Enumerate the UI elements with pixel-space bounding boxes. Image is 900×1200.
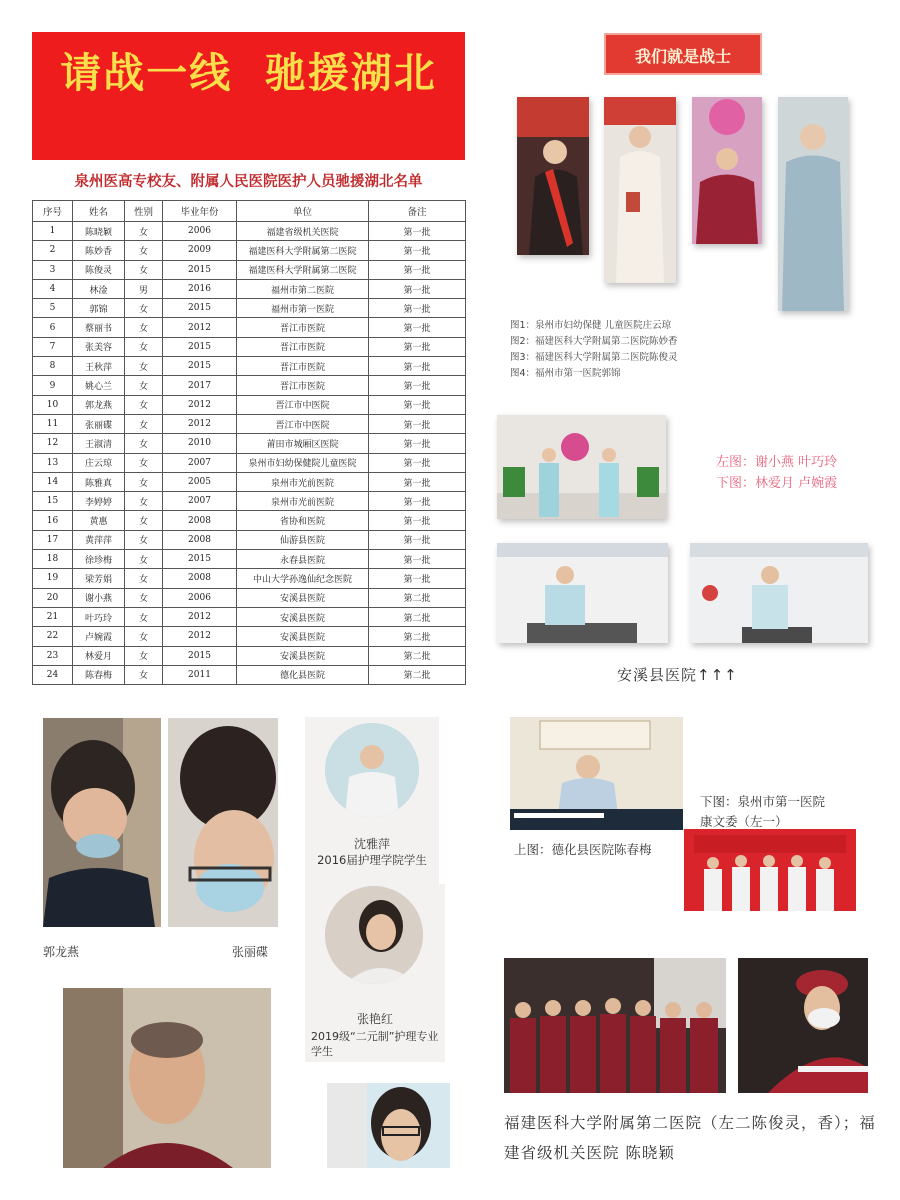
photo-chen-xiaoying bbox=[738, 958, 868, 1093]
cell-gender: 女 bbox=[125, 588, 163, 607]
cell-remark: 第一批 bbox=[369, 511, 466, 530]
person-photo-icon bbox=[327, 1083, 450, 1168]
card-zhang-yanhong bbox=[305, 884, 445, 1062]
cell-unit: 福州市第一医院 bbox=[237, 299, 369, 318]
cell-name: 陈晓颖 bbox=[73, 222, 125, 241]
photo-anxi-top bbox=[497, 415, 666, 519]
table-row bbox=[33, 279, 466, 298]
cell-remark: 第一批 bbox=[369, 260, 466, 279]
cell-name: 庄云琼 bbox=[73, 453, 125, 472]
desc-zhang-yanhong: 2019级“二元制”护理专业学生 bbox=[311, 1030, 439, 1058]
name-zhang-lidie: 张丽碟 bbox=[232, 945, 269, 959]
header-gender: 性别 bbox=[125, 201, 163, 222]
warrior-badge bbox=[604, 33, 762, 75]
cell-index: 3 bbox=[33, 260, 73, 279]
cell-year: 2012 bbox=[163, 318, 237, 337]
anxi-caption-line1: 左图：谢小燕 叶巧玲 bbox=[716, 455, 838, 470]
cell-year: 2012 bbox=[163, 414, 237, 433]
header-unit: 单位 bbox=[237, 201, 369, 222]
header-name: 姓名 bbox=[73, 201, 125, 222]
cell-year: 2015 bbox=[163, 337, 237, 356]
avatar-zhang-yanhong bbox=[325, 886, 423, 984]
cell-name: 郭龙燕 bbox=[73, 395, 125, 414]
cell-unit: 德化县医院 bbox=[237, 665, 369, 684]
table-body bbox=[33, 222, 466, 685]
photo-anxi-left bbox=[497, 543, 668, 643]
cell-name: 张美容 bbox=[73, 337, 125, 356]
table-row bbox=[33, 318, 466, 337]
person-photo-icon bbox=[43, 718, 161, 927]
photo-fig4 bbox=[778, 97, 848, 311]
cell-year: 2012 bbox=[163, 395, 237, 414]
cell-index: 15 bbox=[33, 492, 73, 511]
cell-unit: 省协和医院 bbox=[237, 511, 369, 530]
cell-gender: 女 bbox=[125, 550, 163, 569]
cell-unit: 安溪县医院 bbox=[237, 607, 369, 626]
table-row bbox=[33, 414, 466, 433]
cell-unit: 福州市第二医院 bbox=[237, 279, 369, 298]
name-shen-yaping: 沈雅萍 bbox=[353, 837, 390, 851]
cell-gender: 女 bbox=[125, 492, 163, 511]
cell-remark: 第二批 bbox=[369, 665, 466, 684]
cell-name: 林淦 bbox=[73, 279, 125, 298]
cell-unit: 晋江市中医院 bbox=[237, 414, 369, 433]
cell-year: 2016 bbox=[163, 279, 237, 298]
person-photo-icon bbox=[778, 97, 848, 311]
cell-gender: 女 bbox=[125, 376, 163, 395]
cell-gender: 女 bbox=[125, 299, 163, 318]
cell-remark: 第二批 bbox=[369, 588, 466, 607]
cell-remark: 第一批 bbox=[369, 376, 466, 395]
cell-remark: 第一批 bbox=[369, 550, 466, 569]
table-row bbox=[33, 646, 466, 665]
bottom-caption: 福建医科大学附属第二医院（左二陈俊灵，香）；福建省级机关医院 陈晓颖 bbox=[504, 1114, 876, 1162]
list-title: 泉州医高专校友、附属人民医院医护人员驰援湖北名单 bbox=[74, 173, 423, 190]
cell-year: 2015 bbox=[163, 357, 237, 376]
card-shen-yaping bbox=[305, 717, 439, 895]
table-row bbox=[33, 530, 466, 549]
person-photo-icon bbox=[604, 97, 676, 283]
cell-remark: 第一批 bbox=[369, 395, 466, 414]
cell-remark: 第二批 bbox=[369, 646, 466, 665]
cell-index: 9 bbox=[33, 376, 73, 395]
header-index: 序号 bbox=[33, 201, 73, 222]
cell-year: 2007 bbox=[163, 492, 237, 511]
interview-photo-icon bbox=[510, 717, 683, 830]
cell-unit: 福建省级机关医院 bbox=[237, 222, 369, 241]
cell-index: 22 bbox=[33, 627, 73, 646]
cell-remark: 第一批 bbox=[369, 222, 466, 241]
table-row bbox=[33, 607, 466, 626]
photo-guo-longyan bbox=[43, 718, 161, 927]
cell-unit: 晋江市医院 bbox=[237, 357, 369, 376]
quanzhou-caption: 下图：泉州市第一医院康文委（左一） bbox=[700, 794, 826, 829]
cell-year: 2012 bbox=[163, 627, 237, 646]
cell-unit: 安溪县医院 bbox=[237, 627, 369, 646]
cell-unit: 晋江市医院 bbox=[237, 376, 369, 395]
table-row bbox=[33, 472, 466, 491]
table-header-row bbox=[33, 201, 466, 222]
photo-group-departure bbox=[504, 958, 726, 1093]
cell-remark: 第二批 bbox=[369, 627, 466, 646]
cell-index: 5 bbox=[33, 299, 73, 318]
cell-name: 郭锦 bbox=[73, 299, 125, 318]
name-zhang-yanhong: 张艳红 bbox=[356, 1012, 393, 1026]
cell-gender: 女 bbox=[125, 222, 163, 241]
cell-unit: 中山大学孙逸仙纪念医院 bbox=[237, 569, 369, 588]
photo-fig3 bbox=[692, 97, 762, 244]
cell-gender: 女 bbox=[125, 260, 163, 279]
cell-gender: 女 bbox=[125, 357, 163, 376]
cell-name: 王秋萍 bbox=[73, 357, 125, 376]
cell-year: 2005 bbox=[163, 472, 237, 491]
cell-name: 谢小燕 bbox=[73, 588, 125, 607]
cell-index: 13 bbox=[33, 453, 73, 472]
cell-index: 7 bbox=[33, 337, 73, 356]
cell-remark: 第一批 bbox=[369, 414, 466, 433]
cell-unit: 泉州市妇幼保健院儿童医院 bbox=[237, 453, 369, 472]
cell-remark: 第二批 bbox=[369, 607, 466, 626]
cell-unit: 仙游县医院 bbox=[237, 530, 369, 549]
header-remark: 备注 bbox=[369, 201, 466, 222]
table-row bbox=[33, 569, 466, 588]
cell-index: 16 bbox=[33, 511, 73, 530]
cell-gender: 女 bbox=[125, 569, 163, 588]
cell-year: 2008 bbox=[163, 530, 237, 549]
cell-name: 陈妙香 bbox=[73, 241, 125, 260]
cell-gender: 女 bbox=[125, 434, 163, 453]
cell-remark: 第一批 bbox=[369, 434, 466, 453]
cell-name: 王淑清 bbox=[73, 434, 125, 453]
banner-title: 请战一线 驰援湖北 bbox=[60, 49, 437, 97]
cell-index: 17 bbox=[33, 530, 73, 549]
cell-year: 2015 bbox=[163, 550, 237, 569]
group-photo-icon bbox=[504, 958, 726, 1093]
dehua-caption: 上图：德化县医院陈春梅 bbox=[514, 842, 652, 857]
cell-name: 陈俊灵 bbox=[73, 260, 125, 279]
cell-name: 陈春梅 bbox=[73, 665, 125, 684]
cell-remark: 第一批 bbox=[369, 299, 466, 318]
table-row bbox=[33, 511, 466, 530]
cell-name: 李婷婷 bbox=[73, 492, 125, 511]
cell-year: 2011 bbox=[163, 665, 237, 684]
photo-fig2 bbox=[604, 97, 676, 283]
roster-table bbox=[32, 200, 466, 685]
anxi-caption-line2: 下图：林爱月 卢婉霞 bbox=[716, 476, 838, 491]
cell-unit: 福建医科大学附属第二医院 bbox=[237, 241, 369, 260]
person-photo-icon bbox=[325, 886, 423, 984]
cell-remark: 第一批 bbox=[369, 241, 466, 260]
table-row bbox=[33, 337, 466, 356]
avatar-shen-yaping bbox=[325, 723, 419, 817]
cell-gender: 女 bbox=[125, 318, 163, 337]
cell-unit: 泉州市光前医院 bbox=[237, 492, 369, 511]
cell-name: 黄萍萍 bbox=[73, 530, 125, 549]
cell-index: 8 bbox=[33, 357, 73, 376]
desc-shen-yaping: 2016届护理学院学生 bbox=[317, 853, 427, 867]
cell-name: 张丽碟 bbox=[73, 414, 125, 433]
figure-captions bbox=[510, 318, 840, 382]
cell-remark: 第一批 bbox=[369, 318, 466, 337]
cell-remark: 第一批 bbox=[369, 337, 466, 356]
person-photo-icon bbox=[738, 958, 868, 1093]
hospital-photo-icon bbox=[497, 415, 666, 519]
cell-index: 12 bbox=[33, 434, 73, 453]
cell-name: 林爱月 bbox=[73, 646, 125, 665]
cell-gender: 女 bbox=[125, 665, 163, 684]
cell-index: 1 bbox=[33, 222, 73, 241]
anxi-caption bbox=[716, 452, 886, 494]
cell-unit: 晋江市医院 bbox=[237, 337, 369, 356]
cell-year: 2015 bbox=[163, 299, 237, 318]
cell-name: 陈雅真 bbox=[73, 472, 125, 491]
cell-year: 2008 bbox=[163, 569, 237, 588]
cell-year: 2008 bbox=[163, 511, 237, 530]
person-photo-icon bbox=[63, 988, 271, 1168]
cell-remark: 第一批 bbox=[369, 279, 466, 298]
table-row bbox=[33, 299, 466, 318]
table-row bbox=[33, 395, 466, 414]
table-row bbox=[33, 241, 466, 260]
photo-shaved-head bbox=[63, 988, 271, 1168]
cell-remark: 第一批 bbox=[369, 530, 466, 549]
ceremony-photo-icon bbox=[684, 829, 856, 911]
cell-name: 梁芳娟 bbox=[73, 569, 125, 588]
cell-unit: 福建医科大学附属第二医院 bbox=[237, 260, 369, 279]
cell-year: 2015 bbox=[163, 260, 237, 279]
cell-unit: 安溪县医院 bbox=[237, 588, 369, 607]
caption-fig3: 图3：福建医科大学附属第二医院陈俊灵 bbox=[510, 352, 678, 363]
cell-index: 21 bbox=[33, 607, 73, 626]
photo-anxi-right bbox=[690, 543, 868, 643]
hospital-photo-icon bbox=[690, 543, 868, 643]
cell-index: 4 bbox=[33, 279, 73, 298]
cell-name: 徐珍梅 bbox=[73, 550, 125, 569]
cell-index: 20 bbox=[33, 588, 73, 607]
cell-unit: 莆田市城厢区医院 bbox=[237, 434, 369, 453]
table-row bbox=[33, 357, 466, 376]
header-year: 毕业年份 bbox=[163, 201, 237, 222]
cell-unit: 安溪县医院 bbox=[237, 646, 369, 665]
cell-gender: 女 bbox=[125, 646, 163, 665]
name-guo-longyan: 郭龙燕 bbox=[43, 945, 80, 959]
hospital-photo-icon bbox=[497, 543, 668, 643]
cell-remark: 第一批 bbox=[369, 453, 466, 472]
cell-year: 2017 bbox=[163, 376, 237, 395]
cell-unit: 泉州市光前医院 bbox=[237, 472, 369, 491]
cell-remark: 第一批 bbox=[369, 472, 466, 491]
cell-gender: 女 bbox=[125, 511, 163, 530]
table-row bbox=[33, 453, 466, 472]
cell-name: 黄惠 bbox=[73, 511, 125, 530]
cell-unit: 永春县医院 bbox=[237, 550, 369, 569]
cell-name: 姚心兰 bbox=[73, 376, 125, 395]
warrior-badge-text: 我们就是战士 bbox=[634, 47, 731, 66]
cell-index: 23 bbox=[33, 646, 73, 665]
cell-year: 2006 bbox=[163, 222, 237, 241]
cell-gender: 女 bbox=[125, 627, 163, 646]
person-photo-icon bbox=[692, 97, 762, 244]
cell-index: 10 bbox=[33, 395, 73, 414]
photo-dehua bbox=[510, 717, 683, 830]
cell-index: 19 bbox=[33, 569, 73, 588]
cell-remark: 第一批 bbox=[369, 492, 466, 511]
cell-unit: 晋江市中医院 bbox=[237, 395, 369, 414]
cell-year: 2009 bbox=[163, 241, 237, 260]
person-photo-icon bbox=[325, 723, 419, 817]
cell-index: 2 bbox=[33, 241, 73, 260]
cell-index: 24 bbox=[33, 665, 73, 684]
cell-gender: 女 bbox=[125, 414, 163, 433]
table-row bbox=[33, 588, 466, 607]
anxi-hospital-label: 安溪县医院↑↑↑ bbox=[617, 666, 738, 684]
cell-remark: 第一批 bbox=[369, 357, 466, 376]
person-photo-icon bbox=[168, 718, 278, 927]
cell-index: 6 bbox=[33, 318, 73, 337]
cell-gender: 女 bbox=[125, 241, 163, 260]
caption-fig2: 图2：福建医科大学附属第二医院陈妙香 bbox=[510, 336, 678, 347]
cell-gender: 女 bbox=[125, 453, 163, 472]
cell-index: 11 bbox=[33, 414, 73, 433]
cell-name: 叶巧玲 bbox=[73, 607, 125, 626]
cell-gender: 女 bbox=[125, 472, 163, 491]
cell-gender: 女 bbox=[125, 530, 163, 549]
table-row bbox=[33, 665, 466, 684]
table-row bbox=[33, 550, 466, 569]
table-row bbox=[33, 376, 466, 395]
caption-fig4: 图4：福州市第一医院郭锦 bbox=[510, 368, 621, 379]
table-row bbox=[33, 492, 466, 511]
photo-bottom-portrait bbox=[327, 1083, 450, 1168]
cell-year: 2010 bbox=[163, 434, 237, 453]
photo-quanzhou-ceremony bbox=[684, 829, 856, 911]
table-row bbox=[33, 434, 466, 453]
photo-fig1 bbox=[517, 97, 589, 255]
photo-zhang-lidie bbox=[168, 718, 278, 927]
cell-remark: 第一批 bbox=[369, 569, 466, 588]
cell-name: 卢婉霞 bbox=[73, 627, 125, 646]
table-row bbox=[33, 627, 466, 646]
cell-year: 2007 bbox=[163, 453, 237, 472]
cell-unit: 晋江市医院 bbox=[237, 318, 369, 337]
cell-year: 2012 bbox=[163, 607, 237, 626]
cell-gender: 女 bbox=[125, 337, 163, 356]
table-row bbox=[33, 222, 466, 241]
cell-gender: 女 bbox=[125, 607, 163, 626]
caption-fig1: 图1：泉州市妇幼保健 儿童医院庄云琼 bbox=[510, 320, 672, 331]
cell-gender: 男 bbox=[125, 279, 163, 298]
cell-index: 18 bbox=[33, 550, 73, 569]
cell-index: 14 bbox=[33, 472, 73, 491]
cell-name: 蔡丽书 bbox=[73, 318, 125, 337]
cell-year: 2015 bbox=[163, 646, 237, 665]
person-photo-icon bbox=[517, 97, 589, 255]
table-row bbox=[33, 260, 466, 279]
cell-gender: 女 bbox=[125, 395, 163, 414]
cell-year: 2006 bbox=[163, 588, 237, 607]
banner bbox=[32, 32, 465, 160]
